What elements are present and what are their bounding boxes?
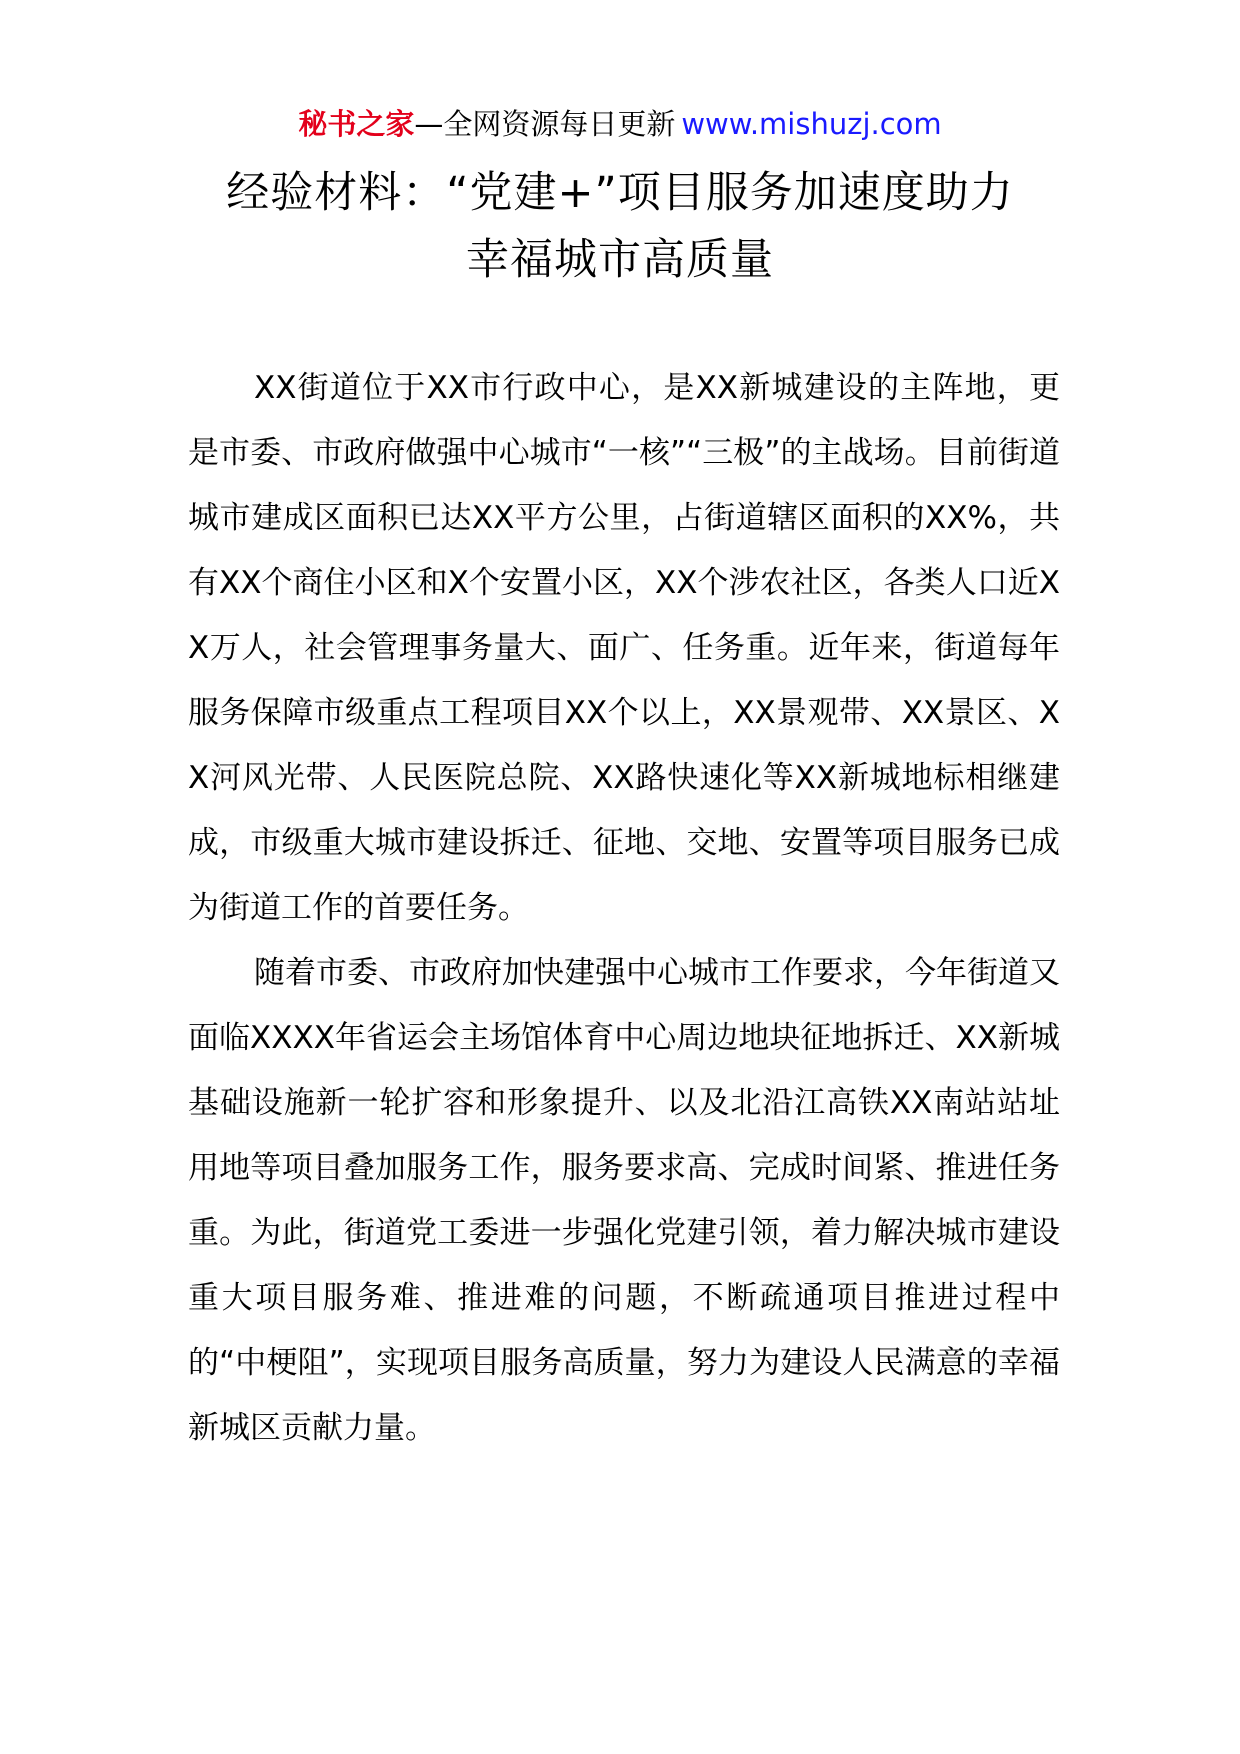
document-title-line-2: 幸福城市高质量 xyxy=(466,235,774,285)
body-paragraph-1: XX街道位于XX市行政中心，是XX新城建设的主阵地，更是市委、市政府做强中心城市“一核”“三极”的主战场。目前街道城市建成区面积已达XX平方公里，占街道辖区面积的XX%，共有XX个商住小区和X个安置小区，XX个涉农社区，各类人口近XX万人，社会管理事务量大、面广、任务重。近年来，街道每年服务保障市级重点工程项目XX个以上，XX景观带、XX景区、XX河风光带、人民医院总院、XX路快速化等XX新城地标相继建成，市级重大城市建设拆迁、征地、交地、安置等项目服务已成为街道工作的首要任务。 xyxy=(188,370,1060,926)
header-tagline: —全网资源每日更新 xyxy=(414,107,676,141)
body-paragraph-2: 随着市委、市政府加快建强中心城市工作要求，今年街道又面临XXXX年省运会主场馆体育中心周边地块征地拆迁、XX新城基础设施新一轮扩容和形象提升、以及北沿江高铁XX南站站址用地等项目叠加服务工作，服务要求高、完成时间紧、推进任务重。为此，街道党工委进一步强化党建引领，着力解决城市建设重大项目服务难、推进难的问题，不断疏通项目推进过程中的“中梗阻”，实现项目服务高质量，努力为建设人民满意的幸福新城区贡献力量。 xyxy=(188,955,1060,1446)
header-banner xyxy=(0,104,1240,144)
document-body xyxy=(188,356,1060,1461)
document-title-line-1: 经验材料：“党建+”项目服务加速度助力 xyxy=(226,168,1014,218)
brand-name: 秘书之家 xyxy=(298,107,415,141)
site-url-link[interactable]: www.mishuzj.com xyxy=(681,107,942,141)
document-title xyxy=(150,160,1090,294)
